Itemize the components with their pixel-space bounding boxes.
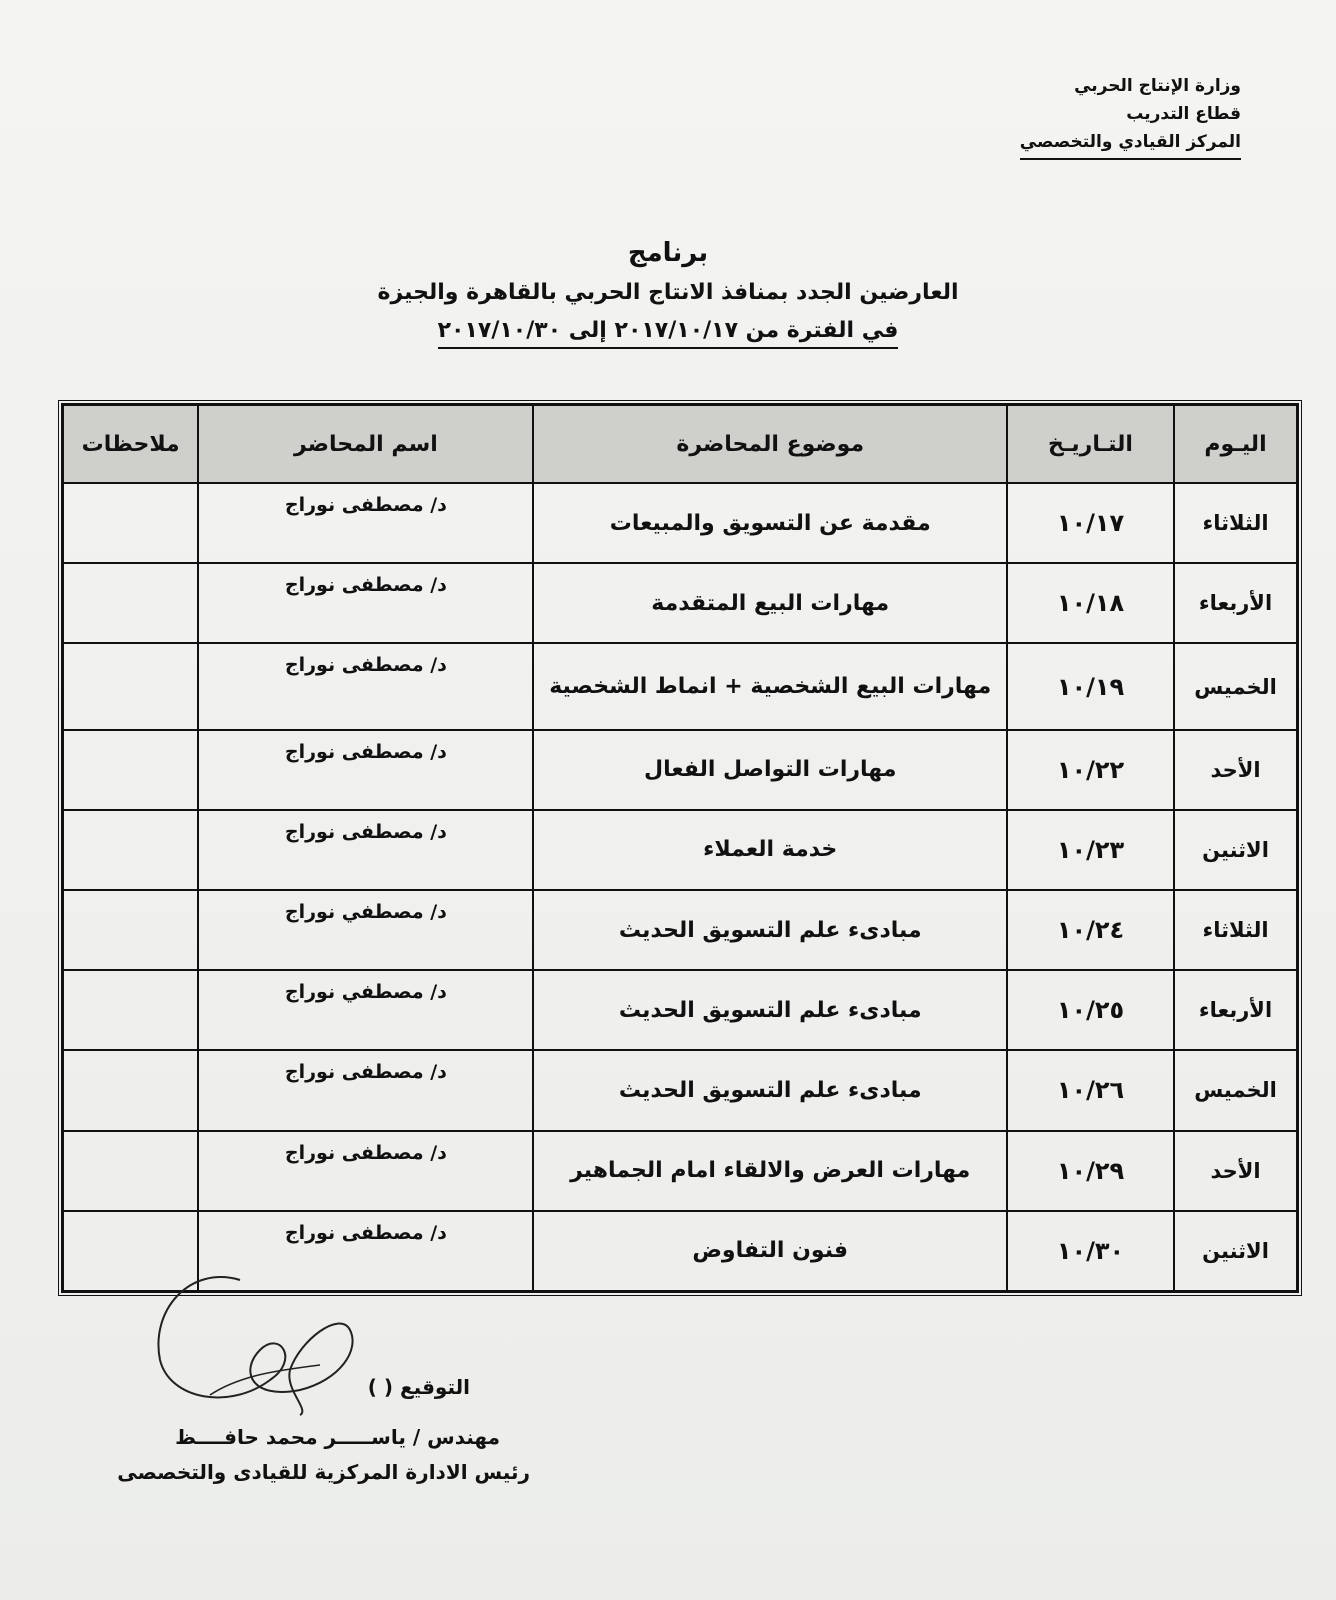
header-date: التـاريـخ xyxy=(1007,405,1174,483)
cell-date: ١٠/١٩ xyxy=(1007,643,1174,729)
cell-date: ١٠/١٨ xyxy=(1007,563,1174,643)
cell-lecturer: د/ مصطفى نوراج xyxy=(198,730,533,810)
cell-notes xyxy=(63,1050,198,1130)
cell-topic: فنون التفاوض xyxy=(533,1211,1007,1291)
period-text: في الفترة من ٢٠١٧/١٠/١٧ إلى ٢٠١٧/١٠/٣٠ xyxy=(438,318,899,349)
document-period xyxy=(0,318,1336,343)
signatory-name: مهندس / ياســـــر محمد حافــــظ xyxy=(175,1425,500,1449)
cell-lecturer: د/ مصطفى نوراج xyxy=(198,643,533,729)
table-row xyxy=(63,970,1297,1050)
table-row xyxy=(63,563,1297,643)
cell-date: ١٠/٢٩ xyxy=(1007,1131,1174,1211)
table-header-row xyxy=(63,405,1297,483)
cell-lecturer: د/ مصطفى نوراج xyxy=(198,1131,533,1211)
signatory-position: رئيس الادارة المركزية للقيادى والتخصصى xyxy=(117,1460,530,1484)
cell-topic: خدمة العملاء xyxy=(533,810,1007,890)
schedule-table xyxy=(58,400,1302,1296)
header-topic: موضوع المحاضرة xyxy=(533,405,1007,483)
cell-day: الأحد xyxy=(1174,730,1297,810)
cell-topic: مبادىء علم التسويق الحديث xyxy=(533,970,1007,1050)
cell-topic: مبادىء علم التسويق الحديث xyxy=(533,890,1007,970)
cell-lecturer: د/ مصطفى نوراج xyxy=(198,483,533,563)
ministry-name: وزارة الإنتاج الحربي xyxy=(1074,76,1241,96)
cell-lecturer: د/ مصطفى نوراج xyxy=(198,563,533,643)
sector-name: قطاع التدريب xyxy=(1126,104,1241,124)
cell-date: ١٠/٢٣ xyxy=(1007,810,1174,890)
table-row xyxy=(63,810,1297,890)
cell-lecturer: د/ مصطفى نوراج xyxy=(198,1211,533,1291)
cell-topic: مهارات البيع الشخصية + انماط الشخصية xyxy=(533,643,1007,729)
header-notes: ملاحظات xyxy=(63,405,198,483)
cell-notes xyxy=(63,890,198,970)
cell-day: الأحد xyxy=(1174,1131,1297,1211)
cell-date: ١٠/٢٥ xyxy=(1007,970,1174,1050)
table-row xyxy=(63,890,1297,970)
cell-notes xyxy=(63,970,198,1050)
cell-day: الخميس xyxy=(1174,643,1297,729)
table-row xyxy=(63,1131,1297,1211)
cell-lecturer: د/ مصطفى نوراج xyxy=(198,810,533,890)
document-title: برنامج xyxy=(627,238,709,268)
center-name: المركز القيادي والتخصصي xyxy=(1020,128,1241,160)
cell-notes xyxy=(63,730,198,810)
signature-label: التوقيع ( ) xyxy=(367,1375,470,1399)
table-row xyxy=(63,643,1297,729)
cell-lecturer: د/ مصطفي نوراج xyxy=(198,970,533,1050)
table-row xyxy=(63,483,1297,563)
cell-topic: مبادىء علم التسويق الحديث xyxy=(533,1050,1007,1130)
header-lecturer: اسم المحاضر xyxy=(198,405,533,483)
cell-lecturer: د/ مصطفى نوراج xyxy=(198,1050,533,1130)
cell-notes xyxy=(63,1131,198,1211)
cell-date: ١٠/٢٢ xyxy=(1007,730,1174,810)
table-row xyxy=(63,1050,1297,1130)
cell-day: الثلاثاء xyxy=(1174,890,1297,970)
cell-notes xyxy=(63,483,198,563)
organization-header xyxy=(1020,72,1241,160)
cell-day: الأربعاء xyxy=(1174,563,1297,643)
cell-day: الخميس xyxy=(1174,1050,1297,1130)
cell-topic: مهارات العرض والالقاء امام الجماهير xyxy=(533,1131,1007,1211)
cell-topic: مهارات التواصل الفعال xyxy=(533,730,1007,810)
cell-lecturer: د/ مصطفي نوراج xyxy=(198,890,533,970)
document-subtitle: العارضين الجدد بمنافذ الانتاج الحربي بالقاهرة والجيزة xyxy=(377,280,959,305)
cell-date: ١٠/٣٠ xyxy=(1007,1211,1174,1291)
header-day: اليـوم xyxy=(1174,405,1297,483)
cell-topic: مقدمة عن التسويق والمبيعات xyxy=(533,483,1007,563)
cell-notes xyxy=(63,643,198,729)
table-row xyxy=(63,730,1297,810)
cell-topic: مهارات البيع المتقدمة xyxy=(533,563,1007,643)
cell-day: الأربعاء xyxy=(1174,970,1297,1050)
cell-date: ١٠/١٧ xyxy=(1007,483,1174,563)
cell-notes xyxy=(63,810,198,890)
cell-day: الاثنين xyxy=(1174,1211,1297,1291)
cell-date: ١٠/٢٤ xyxy=(1007,890,1174,970)
cell-day: الثلاثاء xyxy=(1174,483,1297,563)
cell-notes xyxy=(63,563,198,643)
cell-day: الاثنين xyxy=(1174,810,1297,890)
cell-date: ١٠/٢٦ xyxy=(1007,1050,1174,1130)
